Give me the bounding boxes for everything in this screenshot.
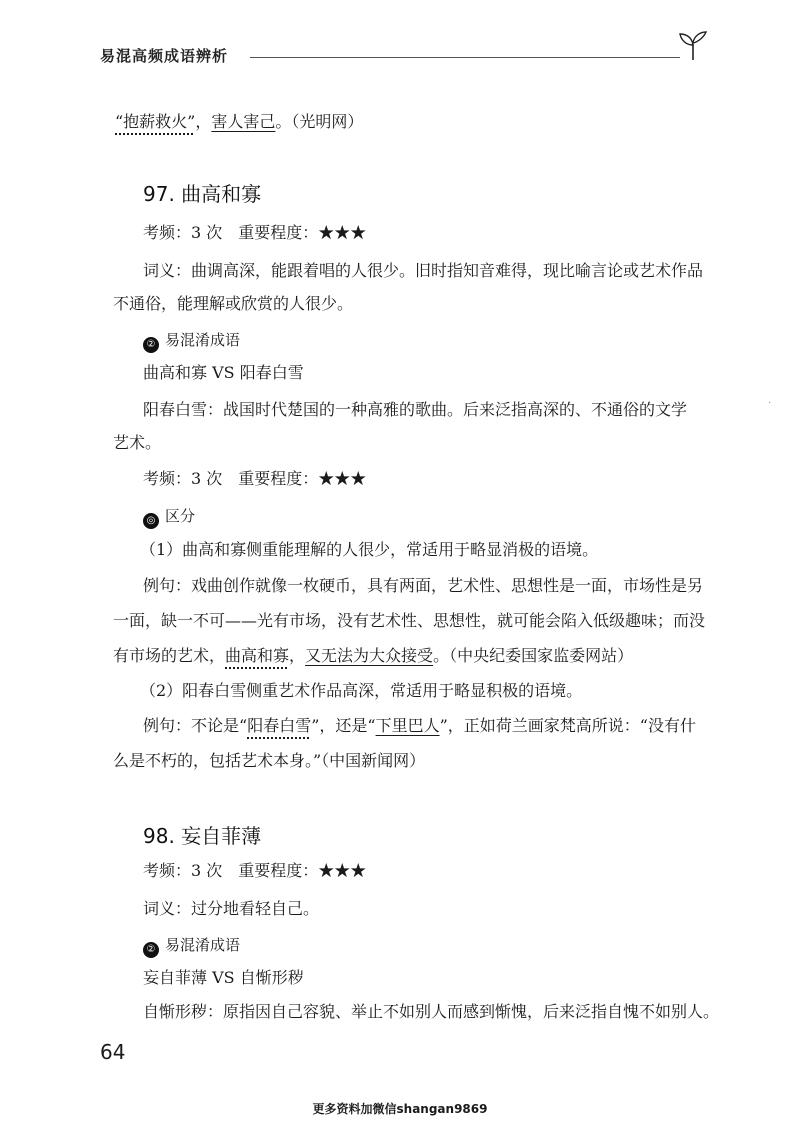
entry-97-other-line1: 阳春白雪：战国时代楚国的一种高雅的歌曲。后来泛指高深的、不通俗的文学 xyxy=(143,400,688,419)
example-2-part-c: ”，还是“ xyxy=(311,716,376,735)
entry-98-other: 自惭形秽：原指因自己容貌、举止不如别人而感到惭愧，后来泛指自愧不如别人。 xyxy=(143,1002,720,1021)
underlined-phrase: 害人害己 xyxy=(211,112,276,131)
confusable-label: 易混淆成语 xyxy=(165,331,241,349)
lead-sep: ， xyxy=(195,112,212,131)
entry-98-freq: 考频：3 次 重要程度：★★★ xyxy=(143,861,367,880)
example-1-dotted-idiom: 曲高和寡 xyxy=(225,646,290,665)
distinguish-label: 区分 xyxy=(165,507,196,525)
distinguish-icon: ◎ xyxy=(143,513,159,529)
entry-97-confusable-subhead xyxy=(143,329,240,353)
header-rule xyxy=(250,57,680,58)
example-1-line2: 一面，缺一不可——光有市场，没有艺术性、思想性，就可能会陷入低级趣味；而没 xyxy=(113,611,706,630)
distinction-2: （2）阳春白雪侧重艺术作品高深，常适用于略显积极的语境。 xyxy=(140,681,583,700)
entry-97-other-freq: 考频：3 次 重要程度：★★★ xyxy=(143,469,367,488)
entry-97-heading: 97. 曲高和寡 xyxy=(143,182,262,206)
example-1-line1: 例句：戏曲创作就像一枚硬币，具有两面，艺术性、思想性是一面，市场性是另 xyxy=(143,576,704,595)
example-2-part-e: ”，正如荷兰画家梵高所说：“没有什 xyxy=(439,716,696,735)
sprout-icon xyxy=(676,28,710,62)
entry-97-freq: 考频：3 次 重要程度：★★★ xyxy=(143,223,367,242)
entry-97-meaning-line1: 词义：曲调高深，能跟着唱的人很少。旧时指知音难得，现比喻言论或艺术作品 xyxy=(143,261,704,280)
running-header-title: 易混高频成语辨析 xyxy=(100,47,229,65)
example-1-line3 xyxy=(113,646,633,666)
lead-tail: 。（光明网） xyxy=(275,112,364,131)
example-2-dotted-idiom: 阳春白雪 xyxy=(247,716,312,735)
dotted-quote: “抱薪救火” xyxy=(115,112,196,131)
page-number: 64 xyxy=(100,1040,126,1064)
confusable-label: 易混淆成语 xyxy=(165,936,241,954)
entry-97-pair: 曲高和寡 VS 阳春白雪 xyxy=(143,363,304,382)
margin-mark: · xyxy=(768,398,772,409)
example-2-underlined-idiom: 下里巴人 xyxy=(375,716,440,735)
entry-98-heading: 98. 妄自菲薄 xyxy=(143,824,262,848)
entry-97-other-line2: 艺术。 xyxy=(113,433,162,452)
lead-paragraph xyxy=(115,112,363,132)
entry-97-distinguish-subhead xyxy=(143,505,195,529)
confusable-icon: ② xyxy=(143,942,159,958)
entry-97-meaning-line2: 不通俗，能理解或欣赏的人很少。 xyxy=(113,294,354,313)
example-1-part-a: 有市场的艺术， xyxy=(113,646,226,665)
example-2-line1 xyxy=(143,716,696,736)
entry-98-meaning: 词义：过分地看轻自己。 xyxy=(143,899,320,918)
entry-98-confusable-subhead xyxy=(143,934,240,958)
footer-note: 更多资料加微信shangan9869 xyxy=(312,1102,488,1116)
example-1-part-e: 。（中央纪委国家监委网站） xyxy=(433,646,634,665)
example-2-line2: 么是不朽的，包括艺术本身。”（中国新闻网） xyxy=(113,751,426,770)
distinction-1: （1）曲高和寡侧重能理解的人很少，常适用于略显消极的语境。 xyxy=(140,540,599,559)
entry-98-pair: 妄自菲薄 VS 自惭形秽 xyxy=(143,968,304,987)
example-1-underlined-phrase: 又无法为大众接受 xyxy=(305,646,434,665)
example-1-part-c: ， xyxy=(289,646,306,665)
confusable-icon: ② xyxy=(143,337,159,353)
example-2-part-a: 例句：不论是“ xyxy=(143,716,248,735)
